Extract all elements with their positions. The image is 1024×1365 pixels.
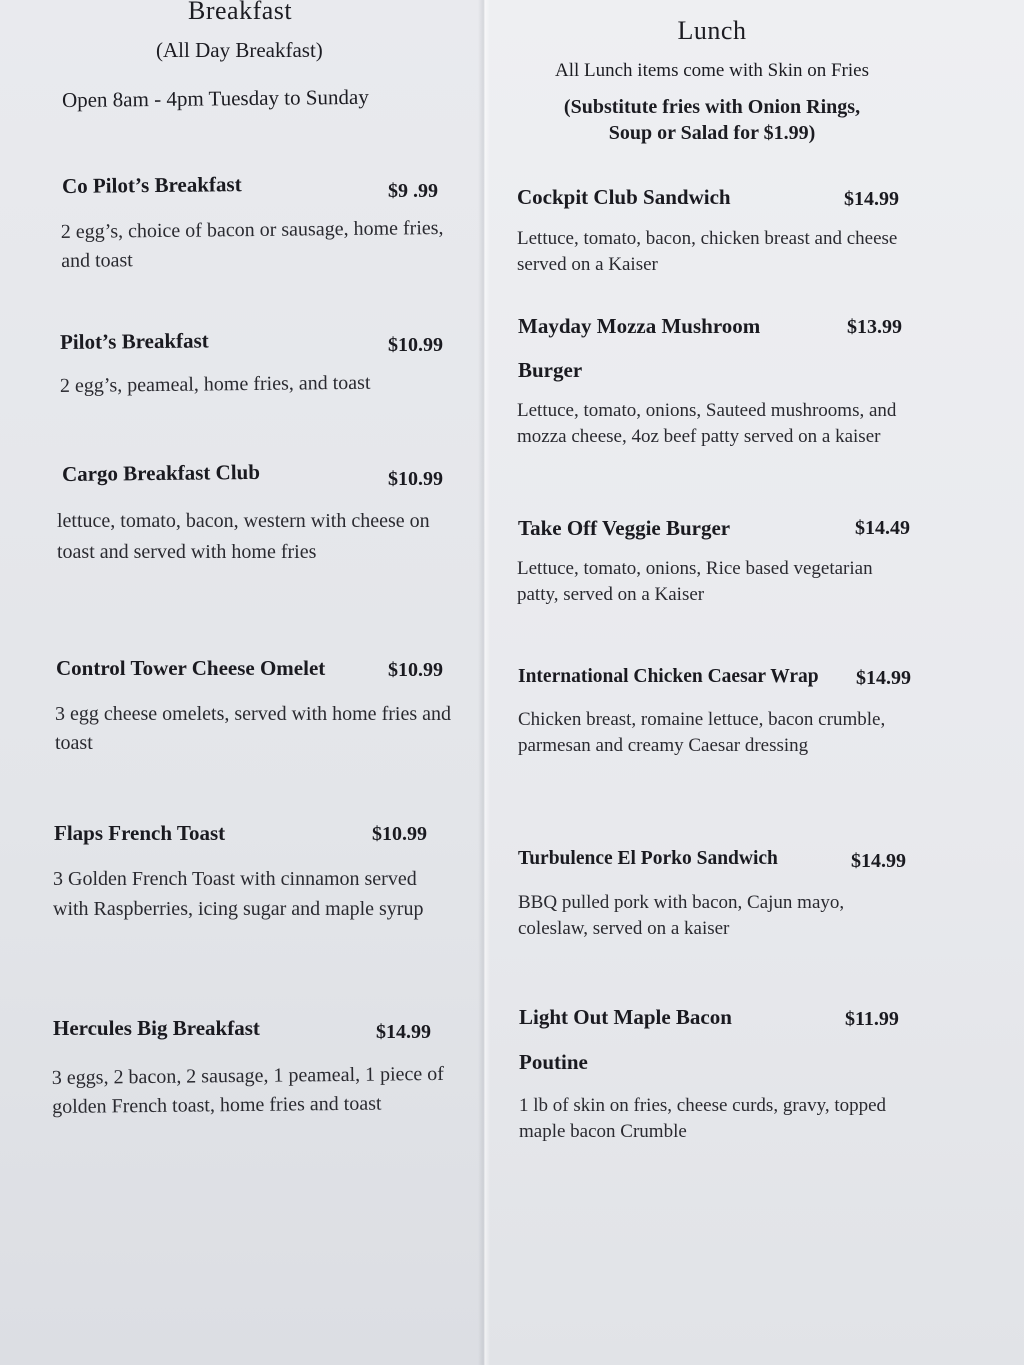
item-name: Cockpit Club Sandwich <box>517 185 731 209</box>
breakfast-page <box>0 0 484 1365</box>
item-price: $10.99 <box>388 334 443 356</box>
item-name: Turbulence El Porko Sandwich <box>518 848 778 869</box>
item-description: Chicken breast, romaine lettuce, bacon crumble, parmesan and creamy Caesar dressing <box>518 709 886 756</box>
page-fold <box>478 0 490 1365</box>
item-description: BBQ pulled pork with bacon, Cajun mayo, coleslaw, served on a kaiser <box>518 892 845 939</box>
breakfast-title: Breakfast <box>188 0 293 25</box>
lunch-substitute-line2: Soup or Salad for $1.99) <box>608 122 816 144</box>
item-price: $14.99 <box>856 667 911 689</box>
item-description: 2 egg’s, choice of bacon or sausage, home fries, and toast <box>60 216 444 272</box>
item-name: Hercules Big Breakfast <box>53 1016 260 1040</box>
item-name: Take Off Veggie Burger <box>518 516 731 540</box>
item-name: Light Out Maple Bacon <box>519 1005 732 1029</box>
lunch-note: All Lunch items come with Skin on Fries <box>554 60 869 81</box>
item-description: 2 egg’s, peameal, home fries, and toast <box>59 371 371 397</box>
item-description: 1 lb of skin on fries, cheese curds, gravy, topped maple bacon Crumble <box>519 1095 887 1142</box>
item-price: $10.99 <box>388 468 443 490</box>
item-name: International Chicken Caesar Wrap <box>518 666 819 687</box>
item-name-line2: Poutine <box>519 1050 588 1074</box>
lunch-title: Lunch <box>677 16 747 45</box>
item-description: 3 egg cheese omelets, served with home fries and toast <box>55 703 451 754</box>
item-price: $14.99 <box>844 188 899 210</box>
lunch-page <box>484 0 1024 1365</box>
item-price: $14.99 <box>376 1021 431 1043</box>
item-description: 3 eggs, 2 bacon, 2 sausage, 1 peameal, 1 piece of golden French toast, home fries and toast <box>51 1062 445 1118</box>
lunch-substitute-line1: (Substitute fries with Onion Rings, <box>563 96 861 118</box>
item-description: 3 Golden French Toast with cinnamon served with Raspberries, icing sugar and maple syrup <box>53 868 424 920</box>
item-name: Flaps French Toast <box>54 821 226 845</box>
item-description: Lettuce, tomato, bacon, chicken breast and cheese served on a Kaiser <box>517 228 898 275</box>
item-name: Cargo Breakfast Club <box>61 459 261 486</box>
item-price: $9 .99 <box>388 180 438 202</box>
item-name: Control Tower Cheese Omelet <box>56 656 326 680</box>
item-name: Pilot’s Breakfast <box>59 328 209 354</box>
item-price: $14.99 <box>851 850 906 872</box>
breakfast-hours: Open 8am - 4pm Tuesday to Sunday <box>61 84 369 112</box>
item-description: Lettuce, tomato, onions, Sauteed mushrooms, and mozza cheese, 4oz beef patty served on a kaiser <box>517 400 897 447</box>
item-price: $10.99 <box>372 823 427 845</box>
item-description: Lettuce, tomato, onions, Rice based vegetarian patty, served on a Kaiser <box>517 558 873 605</box>
item-price: $10.99 <box>388 659 443 681</box>
breakfast-subtitle: (All Day Breakfast) <box>156 38 323 62</box>
item-name-line2: Burger <box>518 358 583 382</box>
item-price: $14.49 <box>855 517 910 539</box>
item-price: $13.99 <box>847 316 902 338</box>
item-name: Mayday Mozza Mushroom <box>518 314 761 338</box>
item-name: Co Pilot’s Breakfast <box>61 172 242 198</box>
item-price: $11.99 <box>845 1008 899 1030</box>
item-description: lettuce, tomato, bacon, western with cheese on toast and served with home fries <box>57 510 430 563</box>
